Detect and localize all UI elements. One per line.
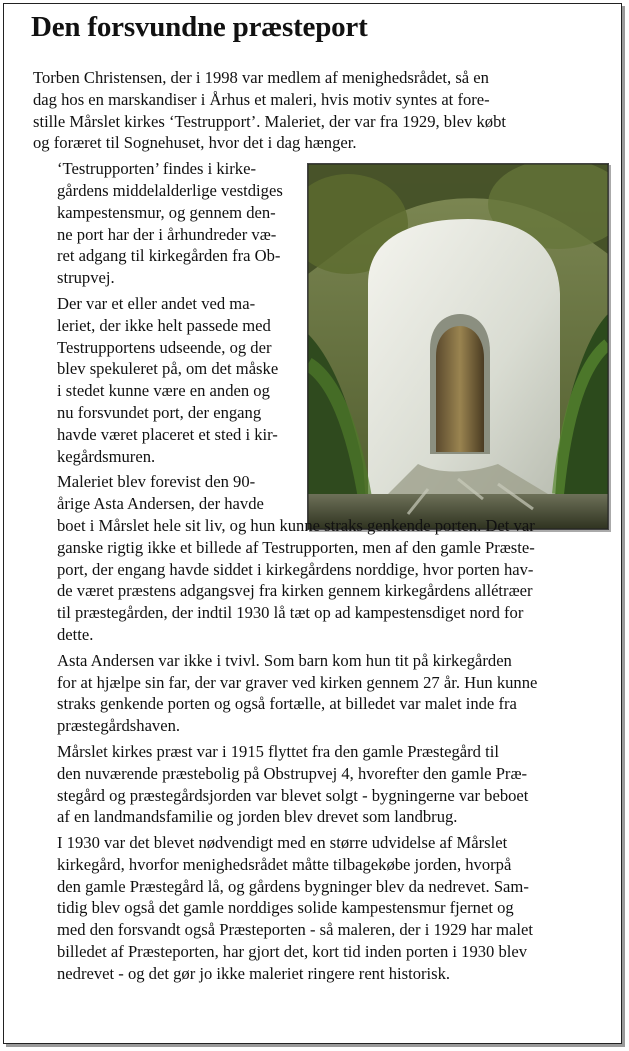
text-line: port, der engang havde siddet i kirkegårdens norddige, hvor porten hav-: [57, 559, 534, 579]
text-line: årige Asta Andersen, der havde: [57, 494, 264, 514]
text-line: gårdens middelalderlige vestdiges: [57, 180, 283, 200]
text-line: havde været placeret et sted i kir-: [57, 424, 278, 444]
text-line: kegårdsmuren.: [57, 446, 156, 466]
text-line: ret adgang til kirkegården fra Ob-: [57, 246, 281, 266]
text-line: de været præstens adgangsvej fra kirken gennem kirkegårdens allétræer: [57, 581, 533, 601]
text-line: den nuværende præstebolig på Obstrupvej 4, hvorefter den gamle Præ-: [57, 763, 528, 783]
text-line: kampestensmur, og gennem den-: [57, 202, 276, 222]
text-line: strupvej.: [57, 268, 115, 288]
text-line: til præstegården, der indtil 1930 lå tæt op ad kampestensdiget nord for: [57, 603, 524, 623]
text-line: for at hjælpe sin far, der var graver ved kirken gennem 27 år. Hun kunne: [57, 672, 538, 692]
text-line: nu forsvundet port, der engang: [57, 402, 262, 422]
text-line: dag hos en marskandiser i Århus et maleri, hvis motiv syntes at fore-: [33, 89, 490, 109]
article-body: [33, 67, 603, 989]
text-line: stegård og præstegårdsjorden var blevet solgt - bygningerne var beboet: [57, 785, 529, 805]
article-title: Den forsvundne præsteport: [31, 11, 368, 43]
text-line: Der var et eller andet ved ma-: [57, 293, 256, 313]
text-line: ne port har der i århundreder væ-: [57, 224, 277, 244]
text-line: med den forsvandt også Præsteporten - så maleren, der i 1929 har malet: [57, 920, 534, 940]
text-line: nedrevet - og det gør jo ikke maleriet ringere rent historisk.: [57, 963, 451, 983]
paragraph-4: [33, 471, 603, 645]
text-line: kirkegård, hvorfor menighedsrådet måtte tilbagekøbe jorden, hvorpå: [57, 854, 512, 874]
text-line: præstegårdshaven.: [57, 716, 181, 736]
text-line: billedet af Præsteporten, har gjort det, kort tid inden porten i 1930 blev: [57, 942, 528, 962]
text-line: Maleriet blev forevist den 90-: [57, 472, 256, 492]
text-line: leriet, der ikke helt passede med: [57, 315, 271, 335]
text-line: af en landmandsfamilie og jorden blev drevet som landbrug.: [57, 807, 458, 827]
text-line: boet i Mårslet hele sit liv, og hun kunne straks genkende porten. Det var: [57, 515, 535, 535]
paragraph-3: [33, 293, 603, 467]
text-line: stille Mårslet kirkes ‘Testrupport’. Maleriet, der var fra 1929, blev købt: [33, 111, 507, 131]
text-line: og foræret til Sognehuset, hvor det i dag hænger.: [33, 133, 357, 153]
text-line: straks genkende porten og også fortælle, at billedet var malet inde fra: [57, 694, 517, 714]
text-line: Testrupportens udseende, og der: [57, 337, 272, 357]
text-line: i stedet kunne være en anden og: [57, 381, 270, 401]
paragraph-2: [33, 158, 603, 289]
text-line: den gamle Præstegård lå, og gårdens bygninger blev da nedrevet. Sam-: [57, 876, 529, 896]
text-line: tidig blev også det gamle norddiges solide kampestensmur fjernet og: [57, 898, 514, 918]
text-line: I 1930 var det blevet nødvendigt med en større udvidelse af Mårslet: [57, 833, 508, 853]
text-line: blev spekuleret på, om det måske: [57, 359, 279, 379]
paragraph-6: [33, 741, 603, 828]
text-line: Asta Andersen var ikke i tvivl. Som barn kom hun tit på kirkegården: [57, 650, 512, 670]
text-line: dette.: [57, 624, 94, 644]
paragraph-7: [33, 832, 603, 985]
text-line: ganske rigtig ikke et billede af Testrupporten, men af den gamle Præste-: [57, 537, 535, 557]
text-line: ‘Testrupporten’ findes i kirke-: [57, 159, 256, 179]
paragraph-1: [33, 67, 603, 154]
text-line: Mårslet kirkes præst var i 1915 flyttet fra den gamle Præstegård til: [57, 741, 499, 761]
paragraph-5: [33, 650, 603, 737]
text-line: Torben Christensen, der i 1998 var medlem af menighedsrådet, så en: [33, 68, 489, 87]
